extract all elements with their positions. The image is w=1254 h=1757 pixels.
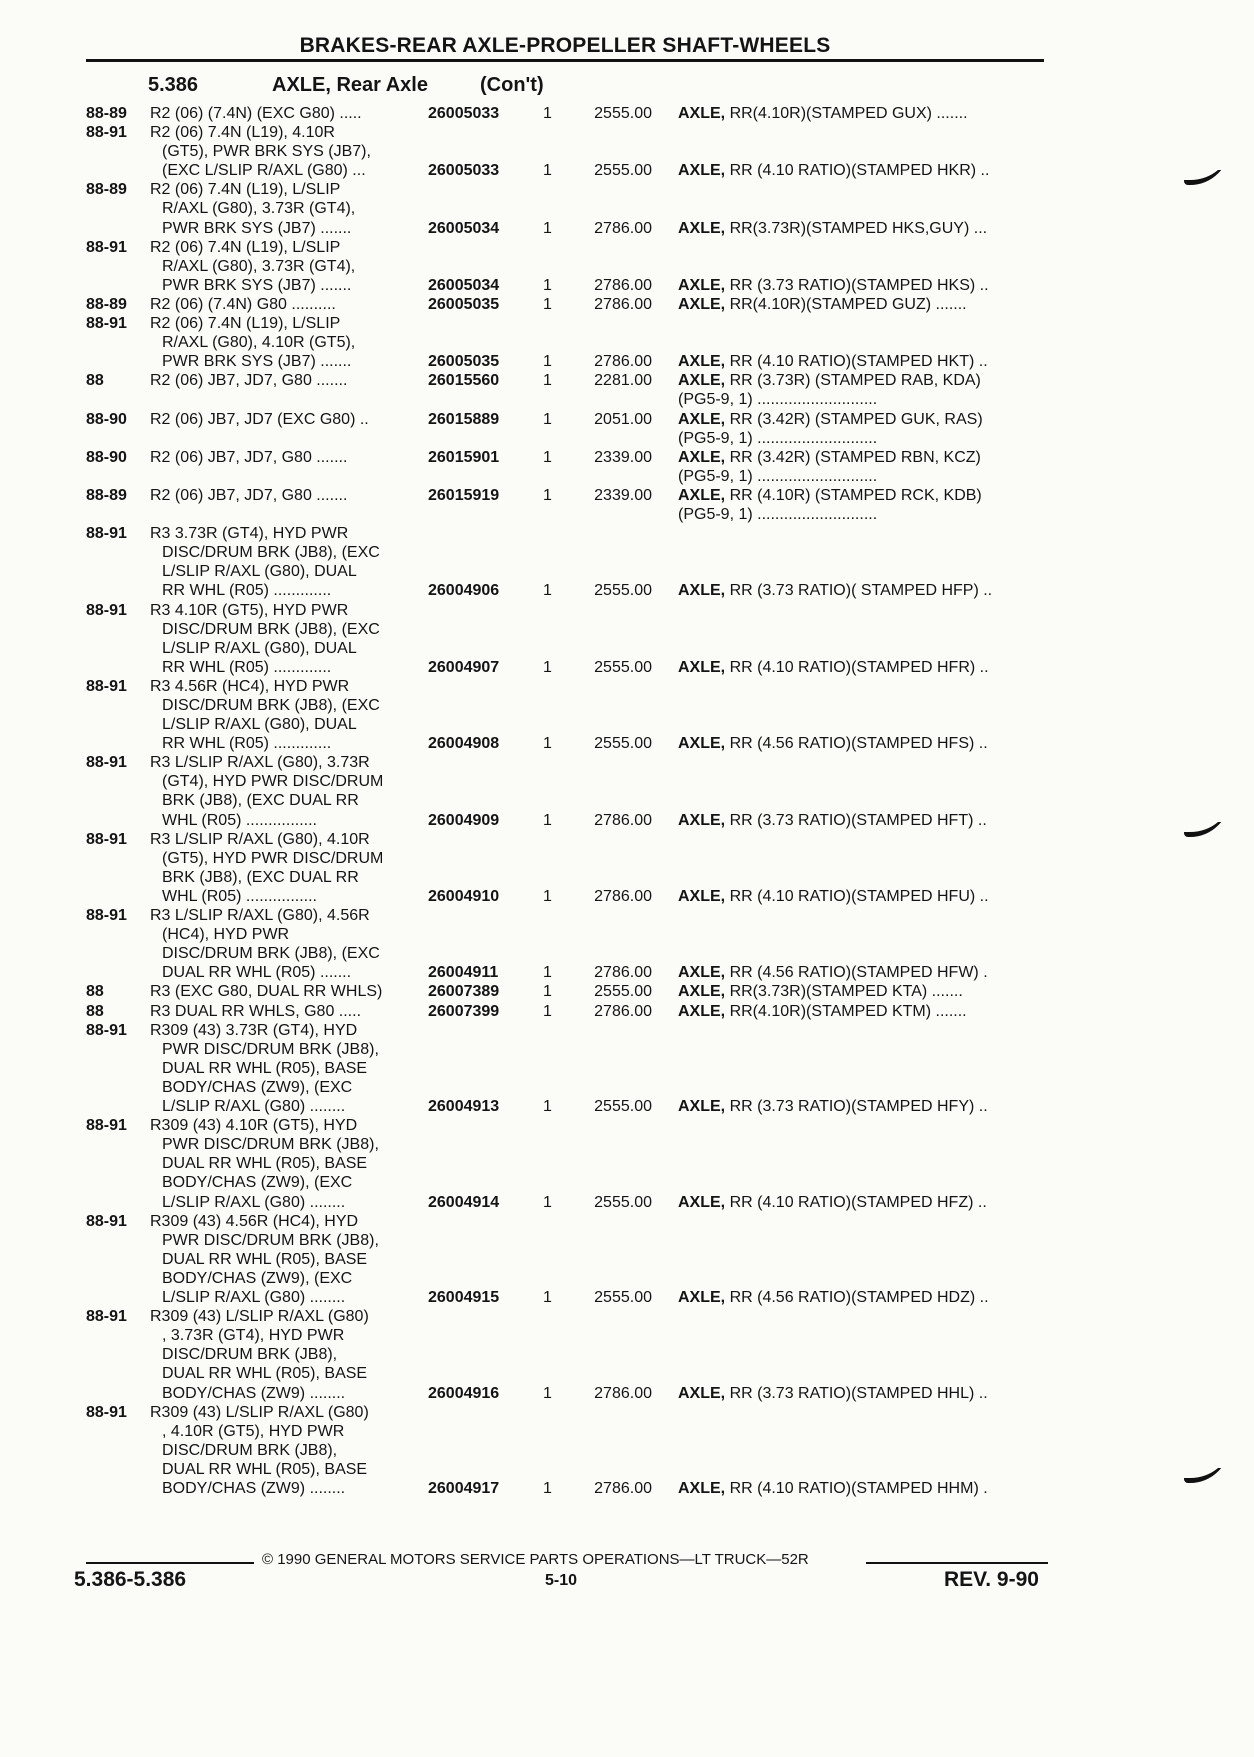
part-name (678, 734, 1044, 753)
usage-description-line: PWR DISC/DRUM BRK (JB8), (162, 1231, 379, 1249)
part-name-keyword: AXLE, (678, 105, 726, 122)
part-name-line: AXLE, RR(3.73R)(STAMPED HKS,GUY) ... (678, 219, 988, 237)
usage-description-line: L/SLIP R/AXL (G80), DUAL (162, 716, 357, 734)
part-name-keyword: AXLE, (678, 1002, 726, 1020)
quantity: 1 (543, 448, 552, 466)
usage-description-line: DUAL RR WHL (R05), BASE (162, 1460, 368, 1478)
quantity: 1 (543, 964, 552, 982)
part-entry (0, 371, 1254, 409)
part-name (678, 811, 1044, 830)
usage-description-line: RR WHL (R05) ............. (162, 582, 332, 600)
part-entry (0, 1212, 1254, 1308)
usage-description-line: R309 (43) 4.10R (GT5), HYD (150, 1117, 358, 1135)
part-name (678, 219, 1044, 238)
price: 2555.00 (594, 162, 652, 180)
part-entry (0, 1002, 1254, 1021)
usage-description-line: R2 (06) JB7, JD7 (EXC G80) .. (150, 410, 369, 428)
usage-description-line: R3 4.10R (GT5), HYD PWR (150, 601, 349, 619)
model-years: 88-91 (86, 1403, 127, 1421)
usage-description (150, 1116, 425, 1211)
usage-description (150, 601, 425, 677)
quantity: 1 (543, 295, 552, 313)
model-years: 88-89 (86, 295, 127, 313)
quantity: 1 (543, 219, 552, 237)
usage-description-line: R309 (43) 4.56R (HC4), HYD (150, 1212, 359, 1230)
usage-description-line: , 4.10R (GT5), HYD PWR (162, 1422, 345, 1440)
model-years: 88-91 (86, 1117, 127, 1135)
part-number: 26004909 (428, 811, 500, 829)
part-name (678, 1193, 1044, 1212)
part-number: 26004916 (428, 1384, 500, 1402)
part-name-line: (PG5-9, 1) ........................... (678, 391, 878, 409)
part-name-keyword: AXLE, (678, 964, 726, 982)
usage-description-line: DUAL RR WHL (R05), BASE (162, 1365, 368, 1383)
usage-description (150, 1403, 425, 1498)
usage-description-line: R/AXL (G80), 3.73R (GT4), (162, 257, 356, 275)
part-name-keyword: AXLE, (678, 1480, 726, 1498)
part-name-keyword: AXLE, (678, 1193, 726, 1211)
quantity: 1 (543, 372, 552, 390)
price: 2051.00 (594, 410, 652, 428)
part-name-line: AXLE, RR (3.42R) (STAMPED RBN, KCZ) (678, 448, 981, 466)
usage-description-line: PWR BRK SYS (JB7) ....... (162, 276, 352, 294)
quantity: 1 (543, 1002, 552, 1020)
part-entry (0, 1116, 1254, 1212)
usage-description-line: PWR DISC/DRUM BRK (JB8), (162, 1136, 379, 1154)
part-name (678, 1288, 1044, 1307)
usage-description (150, 486, 425, 505)
part-name (678, 1002, 1044, 1021)
usage-description-line: BODY/CHAS (ZW9), (EXC (162, 1269, 353, 1287)
part-number: 26007389 (428, 983, 500, 1001)
usage-description (150, 1021, 425, 1116)
price: 2555.00 (594, 582, 652, 600)
part-name (678, 371, 1044, 409)
usage-description-line: RR WHL (R05) ............. (162, 658, 332, 676)
part-number: 26004910 (428, 887, 500, 905)
usage-description (150, 677, 425, 753)
part-name (678, 982, 1044, 1001)
usage-description-line: PWR BRK SYS (JB7) ....... (162, 353, 352, 371)
usage-description-line: R309 (43) L/SLIP R/AXL (G80) (150, 1403, 369, 1421)
usage-description-line: DISC/DRUM BRK (JB8), (162, 1441, 338, 1459)
part-number: 26004911 (428, 964, 499, 982)
model-years: 88-91 (86, 1212, 127, 1230)
part-entry (0, 524, 1254, 600)
usage-description-line: BODY/CHAS (ZW9) ........ (162, 1384, 346, 1402)
part-entry (0, 486, 1254, 524)
part-name-line: AXLE, RR (4.10 RATIO)(STAMPED HFZ) .. (678, 1193, 987, 1211)
part-number: 26015919 (428, 486, 500, 504)
usage-description-line: L/SLIP R/AXL (G80) ........ (162, 1289, 346, 1307)
usage-description (150, 410, 425, 429)
usage-description-line: R/AXL (G80), 3.73R (GT4), (162, 200, 356, 218)
model-years: 88-91 (86, 830, 127, 848)
part-name-keyword: AXLE, (678, 162, 726, 180)
part-name-line: (PG5-9, 1) ........................... (678, 467, 878, 485)
usage-description-line: R3 L/SLIP R/AXL (G80), 3.73R (150, 754, 370, 772)
quantity: 1 (543, 582, 552, 600)
part-name (678, 104, 1044, 123)
usage-description-line: PWR DISC/DRUM BRK (JB8), (162, 1040, 379, 1058)
model-years: 88-89 (86, 105, 127, 122)
usage-description-line: DISC/DRUM BRK (JB8), (EXC (162, 945, 380, 963)
quantity: 1 (543, 811, 552, 829)
part-number: 26015901 (428, 448, 500, 466)
part-name-line: AXLE, RR (4.10 RATIO)(STAMPED HFR) .. (678, 658, 989, 676)
usage-description-line: R3 L/SLIP R/AXL (G80), 4.10R (150, 830, 370, 848)
price: 2786.00 (594, 276, 652, 294)
part-name-keyword: AXLE, (678, 983, 726, 1001)
part-name-line: AXLE, RR (4.10 RATIO)(STAMPED HKT) .. (678, 353, 988, 371)
part-number: 26007399 (428, 1002, 500, 1020)
part-name-keyword: AXLE, (678, 410, 726, 428)
part-name (678, 276, 1044, 295)
part-number: 26004915 (428, 1289, 500, 1307)
usage-description-line: R309 (43) L/SLIP R/AXL (G80) (150, 1308, 369, 1326)
model-years: 88-91 (86, 525, 127, 543)
part-name-keyword: AXLE, (678, 1289, 726, 1307)
part-name-line: AXLE, RR (3.73 RATIO)( STAMPED HFP) .. (678, 582, 993, 600)
part-name-line: AXLE, RR (4.56 RATIO)(STAMPED HDZ) .. (678, 1289, 989, 1307)
usage-description-line: R3 4.56R (HC4), HYD PWR (150, 677, 350, 695)
quantity: 1 (543, 887, 552, 905)
part-entry (0, 410, 1254, 448)
price: 2786.00 (594, 1002, 652, 1020)
model-years: 88-91 (86, 238, 127, 256)
part-name-keyword: AXLE, (678, 448, 726, 466)
usage-description-line: PWR BRK SYS (JB7) ....... (162, 219, 352, 237)
part-entry (0, 238, 1254, 295)
usage-description (150, 1002, 425, 1021)
quantity: 1 (543, 735, 552, 753)
usage-description-line: BODY/CHAS (ZW9) ........ (162, 1480, 346, 1498)
usage-description-line: R2 (06) 7.4N (L19), L/SLIP (150, 315, 341, 333)
usage-description-line: WHL (R05) ................ (162, 887, 317, 905)
footer-section-range: 5.386-5.386 (74, 1568, 187, 1591)
usage-description-line: DUAL RR WHL (R05), BASE (162, 1059, 368, 1077)
part-name-line: AXLE, RR (4.56 RATIO)(STAMPED HFW) . (678, 964, 988, 982)
price: 2555.00 (594, 1193, 652, 1211)
usage-description-line: RR WHL (R05) ............. (162, 735, 332, 753)
model-years: 88-91 (86, 677, 127, 695)
part-name (678, 295, 1044, 314)
part-entry (0, 314, 1254, 371)
usage-description (150, 448, 425, 467)
usage-description-line: R3 DUAL RR WHLS, G80 ..... (150, 1002, 362, 1020)
part-name-line: AXLE, RR (3.73 RATIO)(STAMPED HKS) .. (678, 276, 989, 294)
price: 2786.00 (594, 295, 652, 313)
footer-rule-left (86, 1562, 254, 1564)
usage-description-line: R309 (43) 3.73R (GT4), HYD (150, 1021, 358, 1039)
price: 2281.00 (594, 372, 652, 390)
usage-description (150, 1212, 425, 1307)
usage-description-line: R2 (06) JB7, JD7, G80 ....... (150, 448, 348, 466)
usage-description-line: R3 3.73R (GT4), HYD PWR (150, 525, 349, 543)
part-entry (0, 982, 1254, 1001)
price: 2786.00 (594, 353, 652, 371)
part-name-line: AXLE, RR(4.10R)(STAMPED GUX) ....... (678, 105, 968, 122)
usage-description-line: , 3.73R (GT4), HYD PWR (162, 1327, 345, 1345)
parts-list (0, 104, 1254, 1498)
usage-description-line: WHL (R05) ................ (162, 811, 317, 829)
part-number: 26015560 (428, 372, 500, 390)
usage-description-line: (GT5), PWR BRK SYS (JB7), (162, 143, 371, 161)
part-name (678, 1097, 1044, 1116)
usage-description-line: DISC/DRUM BRK (JB8), (EXC (162, 697, 380, 714)
part-name-line: AXLE, RR (3.42R) (STAMPED GUK, RAS) (678, 410, 983, 428)
section-title: AXLE, Rear Axle (272, 74, 428, 96)
section-number: 5.386 (148, 74, 199, 96)
usage-description-line: R3 L/SLIP R/AXL (G80), 4.56R (150, 907, 370, 925)
part-entry (0, 1403, 1254, 1499)
part-name-keyword: AXLE, (678, 486, 726, 504)
part-name-line: AXLE, RR (3.73 RATIO)(STAMPED HFT) .. (678, 811, 987, 829)
part-name (678, 161, 1044, 180)
model-years: 88-91 (86, 601, 127, 619)
part-number: 26005035 (428, 353, 500, 371)
usage-description-line: R2 (06) JB7, JD7, G80 ....... (150, 486, 348, 504)
part-entry (0, 753, 1254, 829)
usage-description (150, 314, 425, 371)
part-number: 26015889 (428, 410, 500, 428)
quantity: 1 (543, 1384, 552, 1402)
part-name (678, 963, 1044, 982)
quantity: 1 (543, 105, 552, 122)
part-number: 26004907 (428, 658, 500, 676)
usage-description-line: DUAL RR WHL (R05) ....... (162, 964, 352, 982)
usage-description-line: DISC/DRUM BRK (JB8), (162, 1346, 338, 1364)
usage-description-line: (GT4), HYD PWR DISC/DRUM (162, 773, 384, 791)
footer-revision: REV. 9-90 (944, 1568, 1039, 1591)
usage-description-line: R3 (EXC G80, DUAL RR WHLS) (150, 983, 383, 1001)
usage-description-line: R2 (06) 7.4N (L19), L/SLIP (150, 181, 341, 199)
usage-description (150, 104, 425, 123)
usage-description-line: R2 (06) 7.4N (L19), 4.10R (150, 124, 335, 142)
quantity: 1 (543, 276, 552, 294)
quantity: 1 (543, 410, 552, 428)
part-name-keyword: AXLE, (678, 372, 726, 390)
part-name-keyword: AXLE, (678, 811, 726, 829)
part-name-line: AXLE, RR (4.10 RATIO)(STAMPED HKR) .. (678, 162, 990, 180)
part-name-line: (PG5-9, 1) ........................... (678, 506, 878, 524)
quantity: 1 (543, 162, 552, 180)
price: 2555.00 (594, 983, 652, 1001)
footer-page-number: 5-10 (545, 1572, 578, 1589)
part-name-keyword: AXLE, (678, 735, 726, 753)
usage-description-line: L/SLIP R/AXL (G80), DUAL (162, 563, 357, 581)
model-years: 88-89 (86, 486, 127, 504)
quantity: 1 (543, 486, 552, 504)
model-years: 88 (86, 983, 104, 1001)
price: 2555.00 (594, 1098, 652, 1116)
usage-description-line: BODY/CHAS (ZW9), (EXC (162, 1174, 353, 1192)
model-years: 88-91 (86, 1308, 127, 1326)
part-name-line: AXLE, RR(4.10R)(STAMPED KTM) ....... (678, 1002, 967, 1020)
usage-description-line: R2 (06) (7.4N) G80 .......... (150, 295, 336, 313)
part-name-keyword: AXLE, (678, 887, 726, 905)
part-number: 26004906 (428, 582, 500, 600)
part-name (678, 658, 1044, 677)
section-continued: (Con't) (480, 74, 544, 96)
part-name-keyword: AXLE, (678, 276, 726, 294)
part-name-keyword: AXLE, (678, 353, 726, 371)
page-header-title: BRAKES-REAR AXLE-PROPELLER SHAFT-WHEELS (299, 34, 831, 57)
footer-copyright: © 1990 GENERAL MOTORS SERVICE PARTS OPERATIONS—LT TRUCK—52R (262, 1551, 809, 1568)
part-name-line: AXLE, RR (3.73R) (STAMPED RAB, KDA) (678, 372, 981, 390)
usage-description-line: L/SLIP R/AXL (G80) ........ (162, 1098, 346, 1116)
part-number: 26004917 (428, 1480, 500, 1498)
part-entry (0, 1021, 1254, 1117)
part-name (678, 581, 1044, 600)
price: 2786.00 (594, 964, 652, 982)
part-entry (0, 295, 1254, 314)
part-name-keyword: AXLE, (678, 1384, 726, 1402)
part-name-line: AXLE, RR (4.10 RATIO)(STAMPED HHM) . (678, 1480, 988, 1498)
usage-description-line: (EXC L/SLIP R/AXL (G80) ... (162, 162, 366, 180)
usage-description (150, 1307, 425, 1402)
model-years: 88-90 (86, 448, 127, 466)
part-name-keyword: AXLE, (678, 295, 726, 313)
part-name-keyword: AXLE, (678, 582, 726, 600)
model-years: 88-91 (86, 315, 127, 333)
usage-description (150, 238, 425, 295)
usage-description (150, 830, 425, 906)
part-name-line: (PG5-9, 1) ........................... (678, 429, 878, 447)
usage-description (150, 371, 425, 390)
part-name-line: AXLE, RR(4.10R)(STAMPED GUZ) ....... (678, 295, 967, 313)
model-years: 88-91 (86, 124, 127, 142)
quantity: 1 (543, 1289, 552, 1307)
usage-description (150, 295, 425, 314)
usage-description (150, 524, 425, 600)
price: 2339.00 (594, 486, 652, 504)
part-entry (0, 601, 1254, 677)
part-number: 26004914 (428, 1193, 500, 1211)
part-number: 26005035 (428, 295, 500, 313)
part-name-line: AXLE, RR (4.56 RATIO)(STAMPED HFS) .. (678, 735, 988, 753)
part-name (678, 1479, 1044, 1498)
part-name (678, 448, 1044, 486)
binder-tab-mark (1184, 170, 1230, 186)
usage-description-line: R2 (06) JB7, JD7, G80 ....... (150, 372, 348, 390)
part-name-keyword: AXLE, (678, 219, 726, 237)
usage-description-line: L/SLIP R/AXL (G80), DUAL (162, 639, 357, 657)
usage-description-line: L/SLIP R/AXL (G80) ........ (162, 1193, 346, 1211)
part-name-keyword: AXLE, (678, 658, 726, 676)
price: 2786.00 (594, 219, 652, 237)
price: 2555.00 (594, 1289, 652, 1307)
footer-rule-right (866, 1562, 1048, 1564)
part-entry (0, 906, 1254, 982)
usage-description-line: DUAL RR WHL (R05), BASE (162, 1155, 368, 1173)
part-name-keyword: AXLE, (678, 1098, 726, 1116)
price: 2786.00 (594, 811, 652, 829)
part-entry (0, 123, 1254, 180)
usage-description (150, 123, 425, 180)
part-number: 26004913 (428, 1098, 500, 1116)
usage-description-line: (HC4), HYD PWR (162, 926, 290, 944)
part-entry (0, 1307, 1254, 1403)
price: 2555.00 (594, 105, 652, 122)
usage-description (150, 982, 425, 1001)
part-entry (0, 677, 1254, 753)
part-entry (0, 104, 1254, 123)
part-name-line: AXLE, RR(3.73R)(STAMPED KTA) ....... (678, 983, 963, 1001)
usage-description (150, 906, 425, 982)
part-name (678, 352, 1044, 371)
usage-description-line: BRK (JB8), (EXC DUAL RR (162, 868, 359, 886)
part-entry (0, 830, 1254, 906)
usage-description-line: DISC/DRUM BRK (JB8), (EXC (162, 544, 380, 562)
binder-tab-mark (1184, 822, 1230, 838)
model-years: 88-91 (86, 1021, 127, 1039)
price: 2786.00 (594, 887, 652, 905)
usage-description-line: R2 (06) 7.4N (L19), L/SLIP (150, 238, 341, 256)
usage-description-line: BRK (JB8), (EXC DUAL RR (162, 792, 359, 810)
model-years: 88-91 (86, 907, 127, 925)
part-name (678, 410, 1044, 448)
usage-description (150, 753, 425, 829)
usage-description-line: R/AXL (G80), 4.10R (GT5), (162, 334, 356, 352)
part-number: 26005033 (428, 105, 500, 122)
usage-description-line: R2 (06) (7.4N) (EXC G80) ..... (150, 105, 362, 122)
part-name-line: AXLE, RR (3.73 RATIO)(STAMPED HFY) .. (678, 1098, 988, 1116)
part-name (678, 486, 1044, 524)
binder-tab-mark (1184, 1468, 1230, 1484)
usage-description-line: DISC/DRUM BRK (JB8), (EXC (162, 620, 380, 638)
quantity: 1 (543, 1098, 552, 1116)
part-entry (0, 448, 1254, 486)
usage-description-line: BODY/CHAS (ZW9), (EXC (162, 1078, 353, 1096)
quantity: 1 (543, 983, 552, 1001)
price: 2786.00 (594, 1384, 652, 1402)
model-years: 88-91 (86, 754, 127, 772)
part-name-line: AXLE, RR (4.10R) (STAMPED RCK, KDB) (678, 486, 982, 504)
model-years: 88-89 (86, 181, 127, 199)
quantity: 1 (543, 658, 552, 676)
part-name-line: AXLE, RR (4.10 RATIO)(STAMPED HFU) .. (678, 887, 989, 905)
header-rule (86, 59, 1044, 62)
usage-description-line: DUAL RR WHL (R05), BASE (162, 1250, 368, 1268)
part-number: 26004908 (428, 735, 500, 753)
quantity: 1 (543, 353, 552, 371)
price: 2555.00 (594, 735, 652, 753)
part-name (678, 1384, 1044, 1403)
model-years: 88 (86, 372, 104, 390)
quantity: 1 (543, 1193, 552, 1211)
price: 2339.00 (594, 448, 652, 466)
price: 2555.00 (594, 658, 652, 676)
part-number: 26005034 (428, 219, 500, 237)
part-name (678, 887, 1044, 906)
price: 2786.00 (594, 1480, 652, 1498)
model-years: 88 (86, 1002, 104, 1020)
usage-description (150, 180, 425, 237)
part-entry (0, 180, 1254, 237)
usage-description-line: (GT5), HYD PWR DISC/DRUM (162, 849, 384, 867)
part-name-line: AXLE, RR (3.73 RATIO)(STAMPED HHL) .. (678, 1384, 988, 1402)
quantity: 1 (543, 1480, 552, 1498)
part-number: 26005034 (428, 276, 500, 294)
model-years: 88-90 (86, 410, 127, 428)
part-number: 26005033 (428, 162, 500, 180)
